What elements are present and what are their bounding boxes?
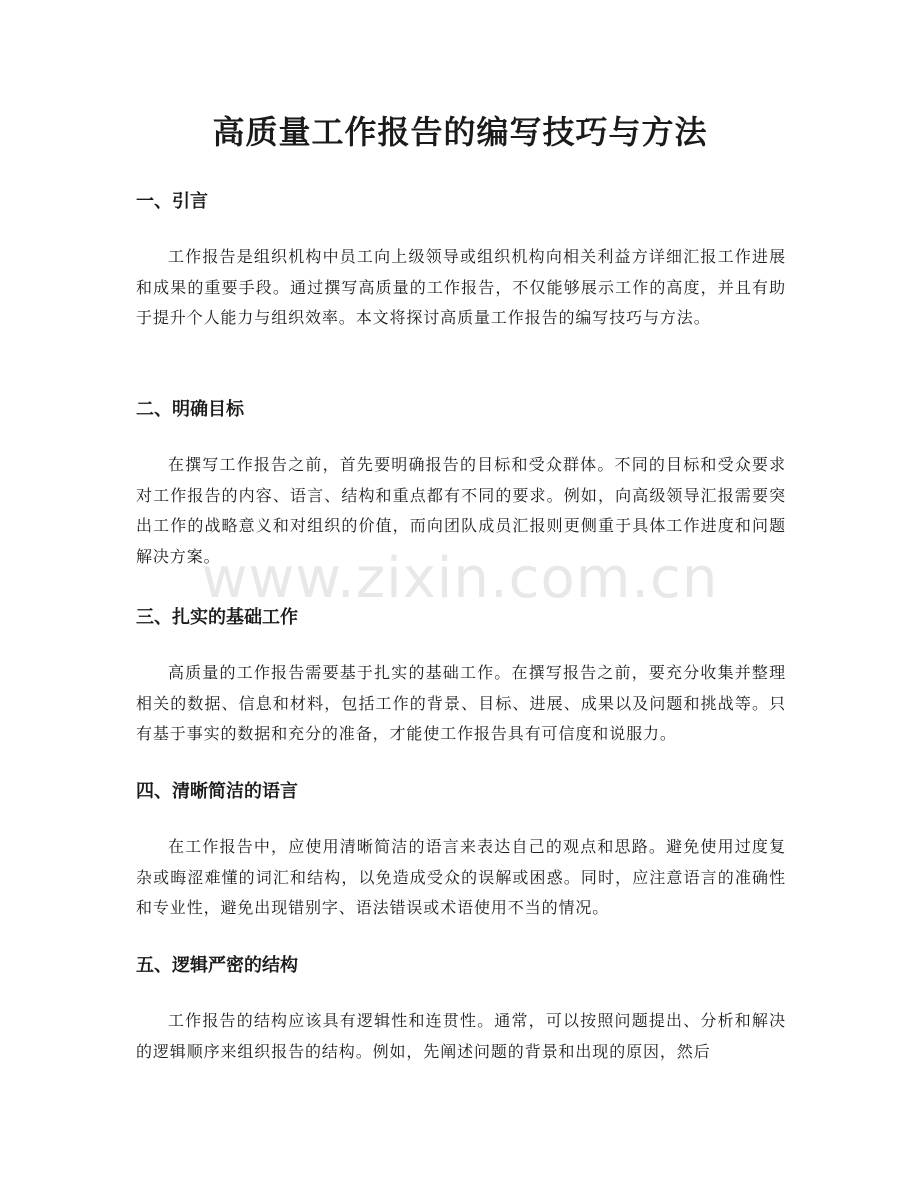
section-logical-structure [136,952,786,1067]
watermark: www.zixin.com.cn [201,546,719,611]
section-heading: 四、清晰简洁的语言 [136,781,298,802]
document-title: 高质量工作报告的编写技巧与方法 [212,113,708,151]
section-paragraph: 工作报告的结构应该具有逻辑性和连贯性。通常，可以按照问题提出、分析和解决的逻辑顺序来组织报告的结构。例如，先阐述问题的背景和出现的原因，然后 [136,1011,786,1061]
section-introduction [136,188,786,334]
section-heading: 一、引言 [136,191,208,212]
section-paragraph: 工作报告是组织机构中员工向上级领导或组织机构向相关利益方详细汇报工作进展和成果的重要手段。通过撰写高质量的工作报告，不仅能够展示工作的高度，并且有助于提升个人能力与组织效率。本文将探讨高质量工作报告的编写技巧与方法。 [136,247,786,328]
section-solid-foundation [136,604,786,750]
section-clear-language [136,778,786,924]
section-paragraph: 在工作报告中，应使用清晰简洁的语言来表达自己的观点和思路。避免使用过度复杂或晦涩难懂的词汇和结构，以免造成受众的误解或困惑。同时，应注意语言的准确性和专业性，避免出现错别字、语法错误或术语使用不当的情况。 [136,837,786,918]
section-paragraph: 在撰写工作报告之前，首先要明确报告的目标和受众群体。不同的目标和受众要求对工作报告的内容、语言、结构和重点都有不同的要求。例如，向高级领导汇报需要突出工作的战略意义和对组织的价值，而向团队成员汇报则更侧重于具体工作进度和问题解决方案。 [136,455,786,567]
section-heading: 三、扎实的基础工作 [136,607,298,628]
section-paragraph: 高质量的工作报告需要基于扎实的基础工作。在撰写报告之前，要充分收集并整理相关的数据、信息和材料，包括工作的背景、目标、进展、成果以及问题和挑战等。只有基于事实的数据和充分的准备，才能使工作报告具有可信度和说服力。 [136,663,786,744]
section-heading: 二、明确目标 [136,399,244,420]
section-heading: 五、逻辑严密的结构 [136,955,298,976]
section-clear-goals [136,396,786,573]
